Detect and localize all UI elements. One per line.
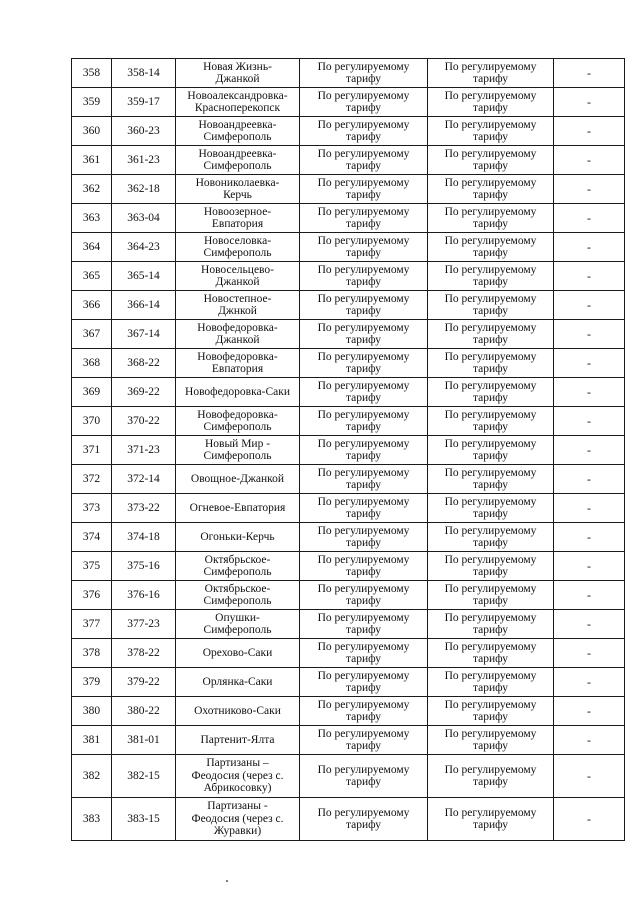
tariff-cell-1: По регулируемому тарифу <box>300 59 428 88</box>
route-code-cell: 372-14 <box>112 465 176 494</box>
route-name-cell: Новоандреевка- Симферополь <box>176 146 300 175</box>
tariff-cell-2: По регулируемому тарифу <box>428 349 554 378</box>
table-row <box>72 88 625 117</box>
row-number-cell: 369 <box>72 378 112 407</box>
extra-cell: - <box>554 59 625 88</box>
extra-cell: - <box>554 204 625 233</box>
route-code-cell: 377-23 <box>112 610 176 639</box>
route-name-cell: Овощное-Джанкой <box>176 465 300 494</box>
row-number-cell: 380 <box>72 697 112 726</box>
tariff-cell-1: По регулируемому тарифу <box>300 146 428 175</box>
extra-cell: - <box>554 697 625 726</box>
row-number-cell: 377 <box>72 610 112 639</box>
tariff-cell-2: По регулируемому тарифу <box>428 146 554 175</box>
extra-cell: - <box>554 320 625 349</box>
route-name-cell: Новосельцево- Джанкой <box>176 262 300 291</box>
tariff-cell-2: По регулируемому тарифу <box>428 262 554 291</box>
tariff-cell-2: По регулируемому тарифу <box>428 465 554 494</box>
table-row <box>72 175 625 204</box>
table-row <box>72 668 625 697</box>
route-code-cell: 381-01 <box>112 726 176 755</box>
table-row <box>72 552 625 581</box>
row-number-cell: 374 <box>72 523 112 552</box>
route-name-cell: Новый Мир - Симферополь <box>176 436 300 465</box>
route-name-cell: Новоозерное- Евпатория <box>176 204 300 233</box>
tariff-cell-2: По регулируемому тарифу <box>428 320 554 349</box>
row-number-cell: 361 <box>72 146 112 175</box>
tariff-cell-1: По регулируемому тарифу <box>300 175 428 204</box>
tariff-cell-2: По регулируемому тарифу <box>428 755 554 798</box>
extra-cell: - <box>554 639 625 668</box>
route-code-cell: 370-22 <box>112 407 176 436</box>
tariff-cell-1: По регулируемому тарифу <box>300 407 428 436</box>
route-code-cell: 364-23 <box>112 233 176 262</box>
tariff-cell-1: По регулируемому тарифу <box>300 552 428 581</box>
route-name-cell: Орлянка-Саки <box>176 668 300 697</box>
row-number-cell: 372 <box>72 465 112 494</box>
tariff-cell-1: По регулируемому тарифу <box>300 88 428 117</box>
route-name-cell: Партизаны – Феодосия (через с. Абрикосовку) <box>176 755 300 798</box>
extra-cell: - <box>554 610 625 639</box>
tariff-cell-2: По регулируемому тарифу <box>428 88 554 117</box>
route-name-cell: Новоалександровка- Красноперекопск <box>176 88 300 117</box>
tariff-cell-2: По регулируемому тарифу <box>428 233 554 262</box>
extra-cell: - <box>554 668 625 697</box>
tariff-cell-1: По регулируемому тарифу <box>300 465 428 494</box>
tariff-cell-1: По регулируемому тарифу <box>300 523 428 552</box>
tariff-cell-2: По регулируемому тарифу <box>428 175 554 204</box>
route-name-cell: Новофедоровка- Евпатория <box>176 349 300 378</box>
extra-cell: - <box>554 726 625 755</box>
route-code-cell: 371-23 <box>112 436 176 465</box>
extra-cell: - <box>554 175 625 204</box>
route-name-cell: Огоньки-Керчь <box>176 523 300 552</box>
table-row <box>72 523 625 552</box>
tariff-cell-1: По регулируемому тарифу <box>300 697 428 726</box>
tariff-cell-1: По регулируемому тарифу <box>300 204 428 233</box>
route-code-cell: 366-14 <box>112 291 176 320</box>
route-name-cell: Новая Жизнь- Джанкой <box>176 59 300 88</box>
extra-cell: - <box>554 755 625 798</box>
route-name-cell: Октябрьское- Симферополь <box>176 552 300 581</box>
route-code-cell: 382-15 <box>112 755 176 798</box>
row-number-cell: 370 <box>72 407 112 436</box>
route-code-cell: 380-22 <box>112 697 176 726</box>
tariff-cell-1: По регулируемому тарифу <box>300 262 428 291</box>
route-code-cell: 378-22 <box>112 639 176 668</box>
table-row <box>72 291 625 320</box>
extra-cell: - <box>554 523 625 552</box>
row-number-cell: 365 <box>72 262 112 291</box>
table-row <box>72 146 625 175</box>
extra-cell: - <box>554 581 625 610</box>
table-row <box>72 697 625 726</box>
route-name-cell: Новониколаевка- Керчь <box>176 175 300 204</box>
route-code-cell: 363-04 <box>112 204 176 233</box>
row-number-cell: 360 <box>72 117 112 146</box>
route-code-cell: 374-18 <box>112 523 176 552</box>
extra-cell: - <box>554 494 625 523</box>
tariff-cell-1: По регулируемому тарифу <box>300 726 428 755</box>
row-number-cell: 367 <box>72 320 112 349</box>
table-row <box>72 494 625 523</box>
tariff-cell-2: По регулируемому тарифу <box>428 697 554 726</box>
route-code-cell: 361-23 <box>112 146 176 175</box>
route-code-cell: 362-18 <box>112 175 176 204</box>
page-speck <box>226 880 228 882</box>
tariff-cell-2: По регулируемому тарифу <box>428 726 554 755</box>
route-code-cell: 359-17 <box>112 88 176 117</box>
route-code-cell: 383-15 <box>112 798 176 841</box>
route-code-cell: 368-22 <box>112 349 176 378</box>
row-number-cell: 359 <box>72 88 112 117</box>
row-number-cell: 371 <box>72 436 112 465</box>
route-name-cell: Огневое-Евпатория <box>176 494 300 523</box>
tariff-cell-1: По регулируемому тарифу <box>300 436 428 465</box>
table-row <box>72 320 625 349</box>
tariff-cell-2: По регулируемому тарифу <box>428 523 554 552</box>
tariff-cell-1: По регулируемому тарифу <box>300 320 428 349</box>
route-name-cell: Орехово-Саки <box>176 639 300 668</box>
routes-table <box>71 58 625 841</box>
table-row <box>72 204 625 233</box>
tariff-cell-2: По регулируемому тарифу <box>428 436 554 465</box>
extra-cell: - <box>554 262 625 291</box>
table-row <box>72 726 625 755</box>
route-name-cell: Опушки- Симферополь <box>176 610 300 639</box>
extra-cell: - <box>554 378 625 407</box>
tariff-cell-1: По регулируемому тарифу <box>300 117 428 146</box>
row-number-cell: 379 <box>72 668 112 697</box>
tariff-cell-1: По регулируемому тарифу <box>300 291 428 320</box>
table-row <box>72 610 625 639</box>
tariff-cell-2: По регулируемому тарифу <box>428 552 554 581</box>
row-number-cell: 358 <box>72 59 112 88</box>
extra-cell: - <box>554 798 625 841</box>
row-number-cell: 362 <box>72 175 112 204</box>
routes-table-body <box>72 59 625 841</box>
tariff-cell-2: По регулируемому тарифу <box>428 204 554 233</box>
route-code-cell: 358-14 <box>112 59 176 88</box>
extra-cell: - <box>554 233 625 262</box>
table-row <box>72 581 625 610</box>
route-name-cell: Новоселовка- Симферополь <box>176 233 300 262</box>
route-name-cell: Новостепное- Джнкой <box>176 291 300 320</box>
tariff-cell-2: По регулируемому тарифу <box>428 291 554 320</box>
row-number-cell: 368 <box>72 349 112 378</box>
tariff-cell-2: По регулируемому тарифу <box>428 59 554 88</box>
table-row <box>72 59 625 88</box>
tariff-cell-1: По регулируемому тарифу <box>300 610 428 639</box>
tariff-cell-1: По регулируемому тарифу <box>300 494 428 523</box>
row-number-cell: 383 <box>72 798 112 841</box>
extra-cell: - <box>554 436 625 465</box>
row-number-cell: 373 <box>72 494 112 523</box>
row-number-cell: 366 <box>72 291 112 320</box>
extra-cell: - <box>554 88 625 117</box>
table-row <box>72 349 625 378</box>
tariff-cell-1: По регулируемому тарифу <box>300 233 428 262</box>
route-name-cell: Октябрьское- Симферополь <box>176 581 300 610</box>
table-row <box>72 117 625 146</box>
tariff-cell-2: По регулируемому тарифу <box>428 610 554 639</box>
extra-cell: - <box>554 349 625 378</box>
tariff-cell-1: По регулируемому тарифу <box>300 755 428 798</box>
tariff-cell-1: По регулируемому тарифу <box>300 798 428 841</box>
table-row <box>72 798 625 841</box>
route-code-cell: 376-16 <box>112 581 176 610</box>
route-code-cell: 373-22 <box>112 494 176 523</box>
route-code-cell: 365-14 <box>112 262 176 291</box>
row-number-cell: 364 <box>72 233 112 262</box>
table-row <box>72 407 625 436</box>
extra-cell: - <box>554 552 625 581</box>
table-row <box>72 639 625 668</box>
extra-cell: - <box>554 465 625 494</box>
row-number-cell: 375 <box>72 552 112 581</box>
tariff-cell-1: По регулируемому тарифу <box>300 639 428 668</box>
table-row <box>72 436 625 465</box>
row-number-cell: 363 <box>72 204 112 233</box>
tariff-cell-2: По регулируемому тарифу <box>428 494 554 523</box>
extra-cell: - <box>554 291 625 320</box>
table-row <box>72 233 625 262</box>
route-code-cell: 369-22 <box>112 378 176 407</box>
row-number-cell: 376 <box>72 581 112 610</box>
tariff-cell-2: По регулируемому тарифу <box>428 639 554 668</box>
tariff-cell-2: По регулируемому тарифу <box>428 668 554 697</box>
row-number-cell: 378 <box>72 639 112 668</box>
tariff-cell-2: По регулируемому тарифу <box>428 798 554 841</box>
row-number-cell: 381 <box>72 726 112 755</box>
route-code-cell: 379-22 <box>112 668 176 697</box>
table-row <box>72 262 625 291</box>
route-name-cell: Новофедоровка-Саки <box>176 378 300 407</box>
extra-cell: - <box>554 146 625 175</box>
table-row <box>72 378 625 407</box>
route-name-cell: Новофедоровка- Симферополь <box>176 407 300 436</box>
route-name-cell: Новофедоровка- Джанкой <box>176 320 300 349</box>
route-name-cell: Новоандреевка- Симферополь <box>176 117 300 146</box>
route-code-cell: 375-16 <box>112 552 176 581</box>
tariff-cell-2: По регулируемому тарифу <box>428 581 554 610</box>
route-code-cell: 360-23 <box>112 117 176 146</box>
row-number-cell: 382 <box>72 755 112 798</box>
tariff-cell-2: По регулируемому тарифу <box>428 407 554 436</box>
tariff-cell-1: По регулируемому тарифу <box>300 349 428 378</box>
tariff-cell-2: По регулируемому тарифу <box>428 378 554 407</box>
route-name-cell: Партенит-Ялта <box>176 726 300 755</box>
table-row <box>72 465 625 494</box>
route-name-cell: Партизаны - Феодосия (через с. Журавки) <box>176 798 300 841</box>
route-name-cell: Охотниково-Саки <box>176 697 300 726</box>
route-code-cell: 367-14 <box>112 320 176 349</box>
tariff-cell-1: По регулируемому тарифу <box>300 581 428 610</box>
table-row <box>72 755 625 798</box>
extra-cell: - <box>554 117 625 146</box>
tariff-cell-1: По регулируемому тарифу <box>300 668 428 697</box>
tariff-cell-2: По регулируемому тарифу <box>428 117 554 146</box>
tariff-cell-1: По регулируемому тарифу <box>300 378 428 407</box>
extra-cell: - <box>554 407 625 436</box>
